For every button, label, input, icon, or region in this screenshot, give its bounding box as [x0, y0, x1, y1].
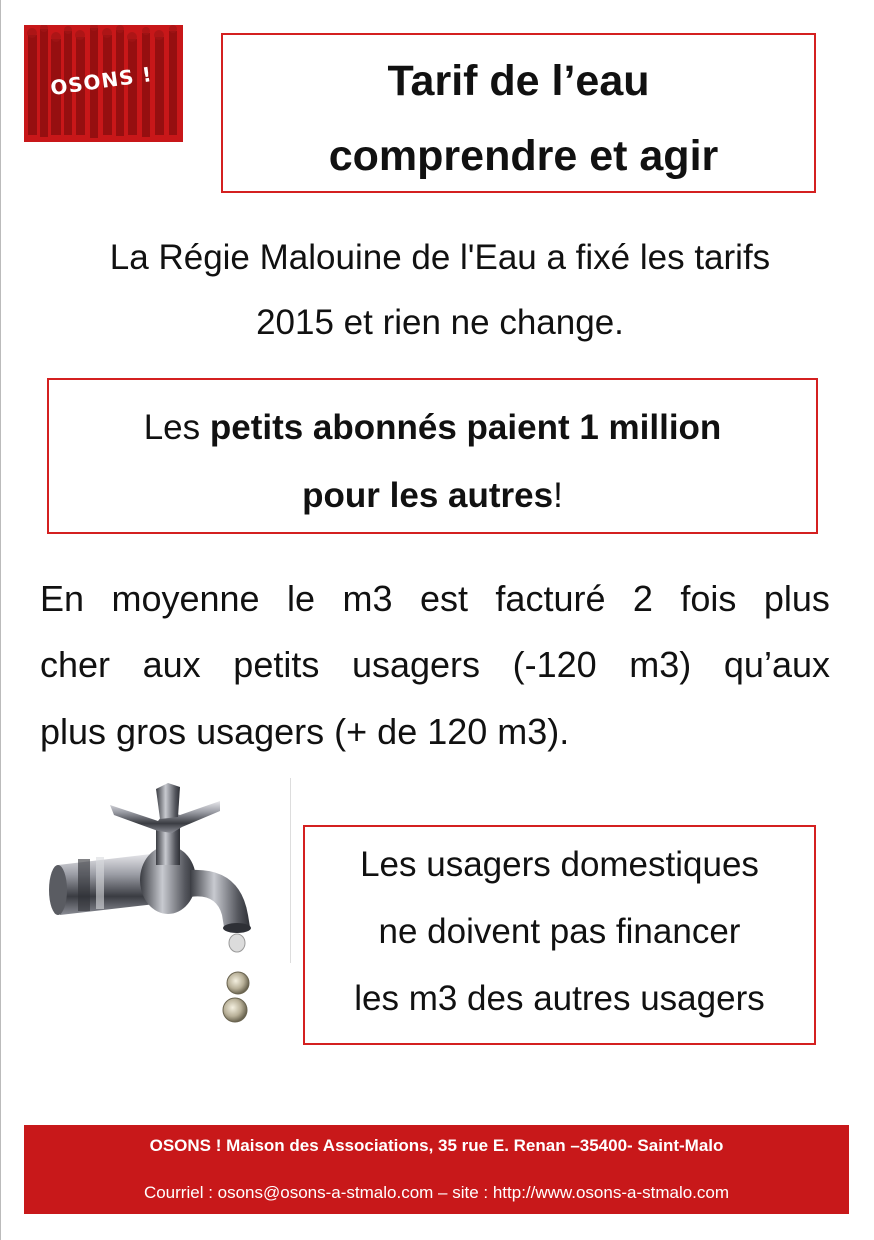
- title-box: [221, 33, 816, 193]
- footer-contact: Courriel : osons@osons-a-stmalo.com – site : http://www.osons-a-stmalo.com: [143, 1183, 730, 1202]
- highlight-bold-1: petits abonnés paient 1 million: [209, 408, 722, 447]
- highlight-line-1: [49, 408, 816, 448]
- word: m3: [342, 578, 393, 619]
- word: m3): [629, 644, 692, 685]
- intro-line-2: 2015 et rien ne change.: [256, 303, 624, 342]
- title-line-2: comprendre et agir: [328, 132, 719, 180]
- paragraph-line-3: plus gros usagers (+ de 120 m3).: [40, 711, 570, 752]
- word: fois: [680, 578, 737, 619]
- word: le: [287, 578, 316, 619]
- title-line-1: Tarif de l’eau: [387, 57, 650, 105]
- highlight-box: [47, 378, 818, 534]
- footer-address: OSONS ! Maison des Associations, 35 rue E. Renan –35400- Saint-Malo: [149, 1136, 724, 1155]
- word: plus: [763, 578, 830, 619]
- word: petits: [233, 644, 320, 685]
- word: moyenne: [111, 578, 260, 619]
- intro-line-1: La Régie Malouine de l'Eau a fixé les tarifs: [109, 238, 771, 277]
- message-line-2: ne doivent pas financer: [378, 912, 741, 951]
- osons-logo: [24, 25, 183, 142]
- word: aux: [142, 644, 201, 685]
- word: cher: [40, 644, 111, 685]
- paragraph-line-1: [40, 578, 830, 620]
- word: En: [40, 578, 85, 619]
- word: 2: [632, 578, 653, 619]
- word: usagers: [351, 644, 481, 685]
- word: qu’aux: [723, 644, 830, 685]
- highlight-line-2: [49, 476, 816, 516]
- word: est: [419, 578, 468, 619]
- message-line-3: les m3 des autres usagers: [354, 979, 765, 1018]
- water-faucet-icon: [40, 775, 300, 1035]
- logo-text: OSONS !: [48, 61, 154, 101]
- page-edge: [0, 0, 1, 1240]
- word: facturé: [495, 578, 606, 619]
- word: (-120: [512, 644, 597, 685]
- divider-line: [290, 778, 291, 963]
- footer-banner: [24, 1125, 849, 1214]
- highlight-suffix: !: [553, 476, 563, 515]
- paragraph-line-2: [40, 644, 830, 686]
- message-box: [303, 825, 816, 1045]
- highlight-prefix: Les: [143, 408, 210, 447]
- highlight-bold-2: pour les autres: [302, 476, 554, 515]
- message-line-1: Les usagers domestiques: [360, 845, 759, 884]
